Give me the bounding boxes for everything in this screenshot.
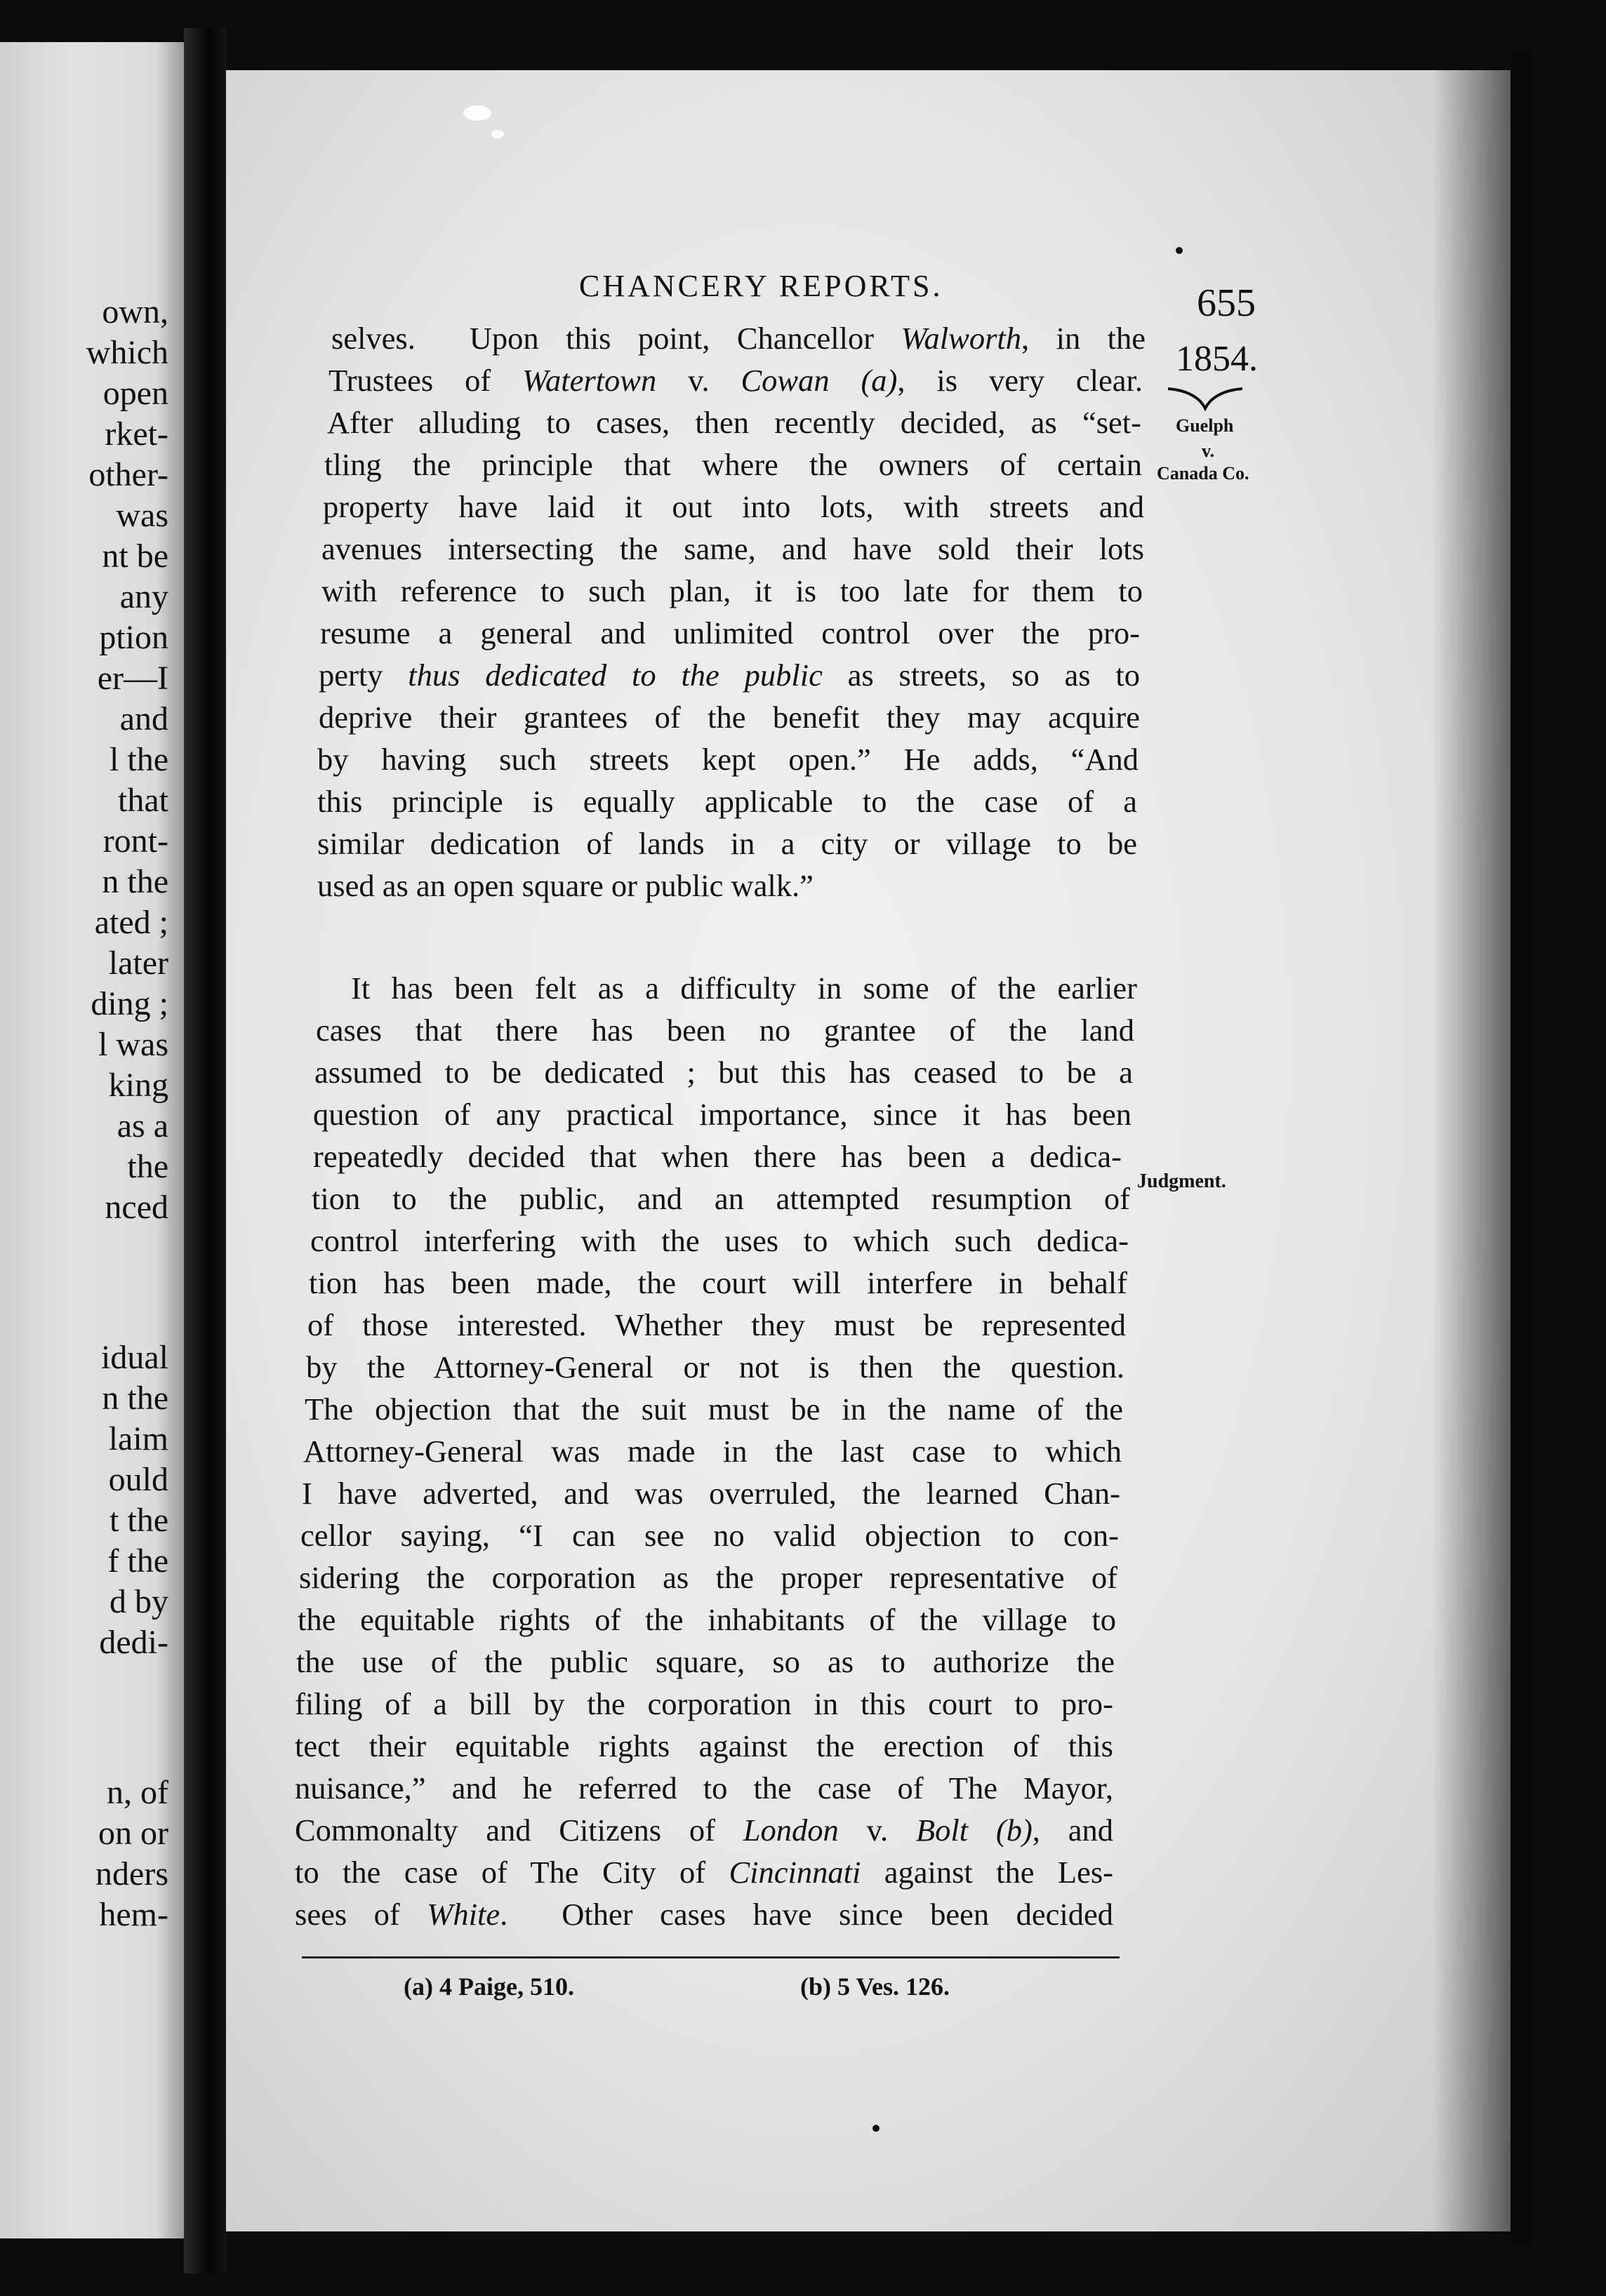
body-line: Attorney-General was made in the last case to which xyxy=(303,1434,1122,1469)
body-line: assumed to be dedicated ; but this has ceased to be a xyxy=(314,1055,1133,1090)
body-line: to the case of The City of Cincinnati against the Les- xyxy=(295,1855,1113,1890)
body-line: After alluding to cases, then recently decided, as “set- xyxy=(327,405,1141,440)
body-line: resume a general and unlimited control over the pro- xyxy=(320,615,1140,650)
body-line: of those interested. Whether they must be represented xyxy=(307,1307,1126,1342)
body-line: repeatedly decided that when there has been a dedica- xyxy=(313,1139,1122,1174)
page-number: 655 xyxy=(1197,281,1256,325)
body-line: I have adverted, and was overruled, the learned Chan- xyxy=(302,1476,1120,1511)
left-page-line: other- xyxy=(88,456,168,493)
left-page-line: and xyxy=(119,700,168,737)
ink-dot xyxy=(872,2125,880,2132)
page-shadow xyxy=(1432,70,1511,2231)
left-page-line: ront- xyxy=(102,822,168,860)
left-page-line: nt be xyxy=(102,538,168,575)
left-page-line: open xyxy=(102,375,168,412)
body-line: Trustees of Watertown v. Cowan (a), is very clear. xyxy=(328,363,1143,398)
body-line: tling the principle that where the owners of certain xyxy=(324,447,1142,482)
left-page-line: laim xyxy=(108,1420,168,1457)
body-line: by having such streets kept open.” He adds, “And xyxy=(317,742,1139,777)
left-page-line: as a xyxy=(117,1107,168,1144)
left-page-line: ould xyxy=(108,1461,168,1498)
left-page-line: ption xyxy=(99,619,168,656)
left-page-line: on or xyxy=(98,1815,168,1852)
left-page-line: d by xyxy=(109,1583,168,1620)
body-line: similar dedication of lands in a city or village to be xyxy=(317,826,1137,861)
left-page-line: the xyxy=(127,1148,168,1185)
left-page-line: f the xyxy=(107,1542,168,1580)
left-page-line: l the xyxy=(109,741,168,778)
left-page-line: rket- xyxy=(105,415,168,453)
left-page-line: idual xyxy=(101,1339,168,1376)
body-line: sees of White. Other cases have since been decided xyxy=(295,1897,1113,1932)
left-page-line: dedi- xyxy=(99,1624,168,1661)
body-line: tect their equitable rights against the erection of this xyxy=(295,1728,1113,1763)
left-page-line: ding ; xyxy=(91,985,168,1022)
paper-speck xyxy=(491,130,504,138)
body-line: tion to the public, and an attempted resumption of xyxy=(312,1181,1130,1216)
left-page-line: that xyxy=(118,782,168,819)
left-page-line: was xyxy=(116,497,168,534)
body-line: selves. Upon this point, Chancellor Walworth, in the xyxy=(331,321,1146,356)
page-edge xyxy=(1511,49,1532,2245)
left-page-line: n the xyxy=(102,1380,168,1417)
footnote-a: (a) 4 Paige, 510. xyxy=(404,1973,574,2001)
margin-year: 1854. xyxy=(1176,339,1258,379)
body-line: deprive their grantees of the benefit they may acquire xyxy=(319,700,1140,735)
body-line: Commonalty and Citizens of London v. Bolt (b), and xyxy=(295,1813,1113,1848)
body-line: filing of a bill by the corporation in this court to pro- xyxy=(295,1686,1113,1721)
left-page-line: nders xyxy=(95,1855,168,1893)
body-line: this principle is equally applicable to the case of a xyxy=(317,784,1137,819)
book-gutter xyxy=(184,28,226,2274)
body-line: property have laid it out into lots, with streets and xyxy=(323,489,1144,524)
left-page-line: hem- xyxy=(99,1896,168,1933)
body-line: perty thus dedicated to the public as streets, so as to xyxy=(319,658,1140,693)
body-line: used as an open square or public walk.” xyxy=(317,868,814,903)
body-line: nuisance,” and he referred to the case of The Mayor, xyxy=(295,1770,1113,1806)
left-page-line: king xyxy=(108,1067,168,1104)
body-line: by the Attorney-General or not is then the question. xyxy=(306,1349,1124,1384)
left-page-line: er—I xyxy=(97,660,168,697)
margin-case-versus: v. xyxy=(1202,441,1215,461)
left-page-line: nced xyxy=(105,1189,168,1226)
margin-case-party2: Canada Co. xyxy=(1157,463,1249,483)
body-line: the use of the public square, so as to authorize the xyxy=(296,1644,1115,1679)
body-line: control interfering with the uses to which such dedica- xyxy=(310,1223,1129,1258)
left-page-line: own, xyxy=(102,293,168,331)
left-page-fragment xyxy=(0,42,184,2238)
left-page-line: n, of xyxy=(107,1774,168,1811)
body-line: The objection that the suit must be in the name of the xyxy=(305,1391,1123,1427)
ink-dot xyxy=(1176,247,1183,254)
left-page-line: n the xyxy=(102,863,168,900)
footnote-b: (b) 5 Ves. 126. xyxy=(800,1973,950,2001)
body-line: cases that there has been no grantee of the land xyxy=(316,1013,1134,1048)
left-page-line: any xyxy=(119,578,168,615)
margin-case-party1: Guelph xyxy=(1176,415,1234,436)
body-line: sidering the corporation as the proper representative of xyxy=(299,1560,1117,1595)
body-line: avenues intersecting the same, and have sold their lots xyxy=(321,531,1144,566)
left-page-line: later xyxy=(108,945,168,982)
left-page-line: ated ; xyxy=(94,904,168,941)
body-line: question of any practical importance, since it has been xyxy=(313,1097,1132,1132)
left-page-line: which xyxy=(86,334,168,371)
body-line: with reference to such plan, it is too late for them to xyxy=(321,573,1143,608)
footnote-rule xyxy=(302,1956,1120,1958)
body-line: tion has been made, the court will interfere in behalf xyxy=(309,1265,1127,1300)
body-line: the equitable rights of the inhabitants of the village to xyxy=(298,1602,1116,1637)
body-line: It has been felt as a difficulty in some of the earlier xyxy=(351,970,1137,1006)
brace-icon xyxy=(1167,385,1244,413)
body-line: cellor saying, “I can see no valid objection to con- xyxy=(300,1518,1119,1553)
left-page-line: t the xyxy=(109,1502,168,1539)
margin-judgment: Judgment. xyxy=(1137,1170,1226,1192)
paper-speck xyxy=(463,105,491,121)
left-page-line: l was xyxy=(98,1026,168,1063)
running-title: CHANCERY REPORTS. xyxy=(579,269,943,303)
